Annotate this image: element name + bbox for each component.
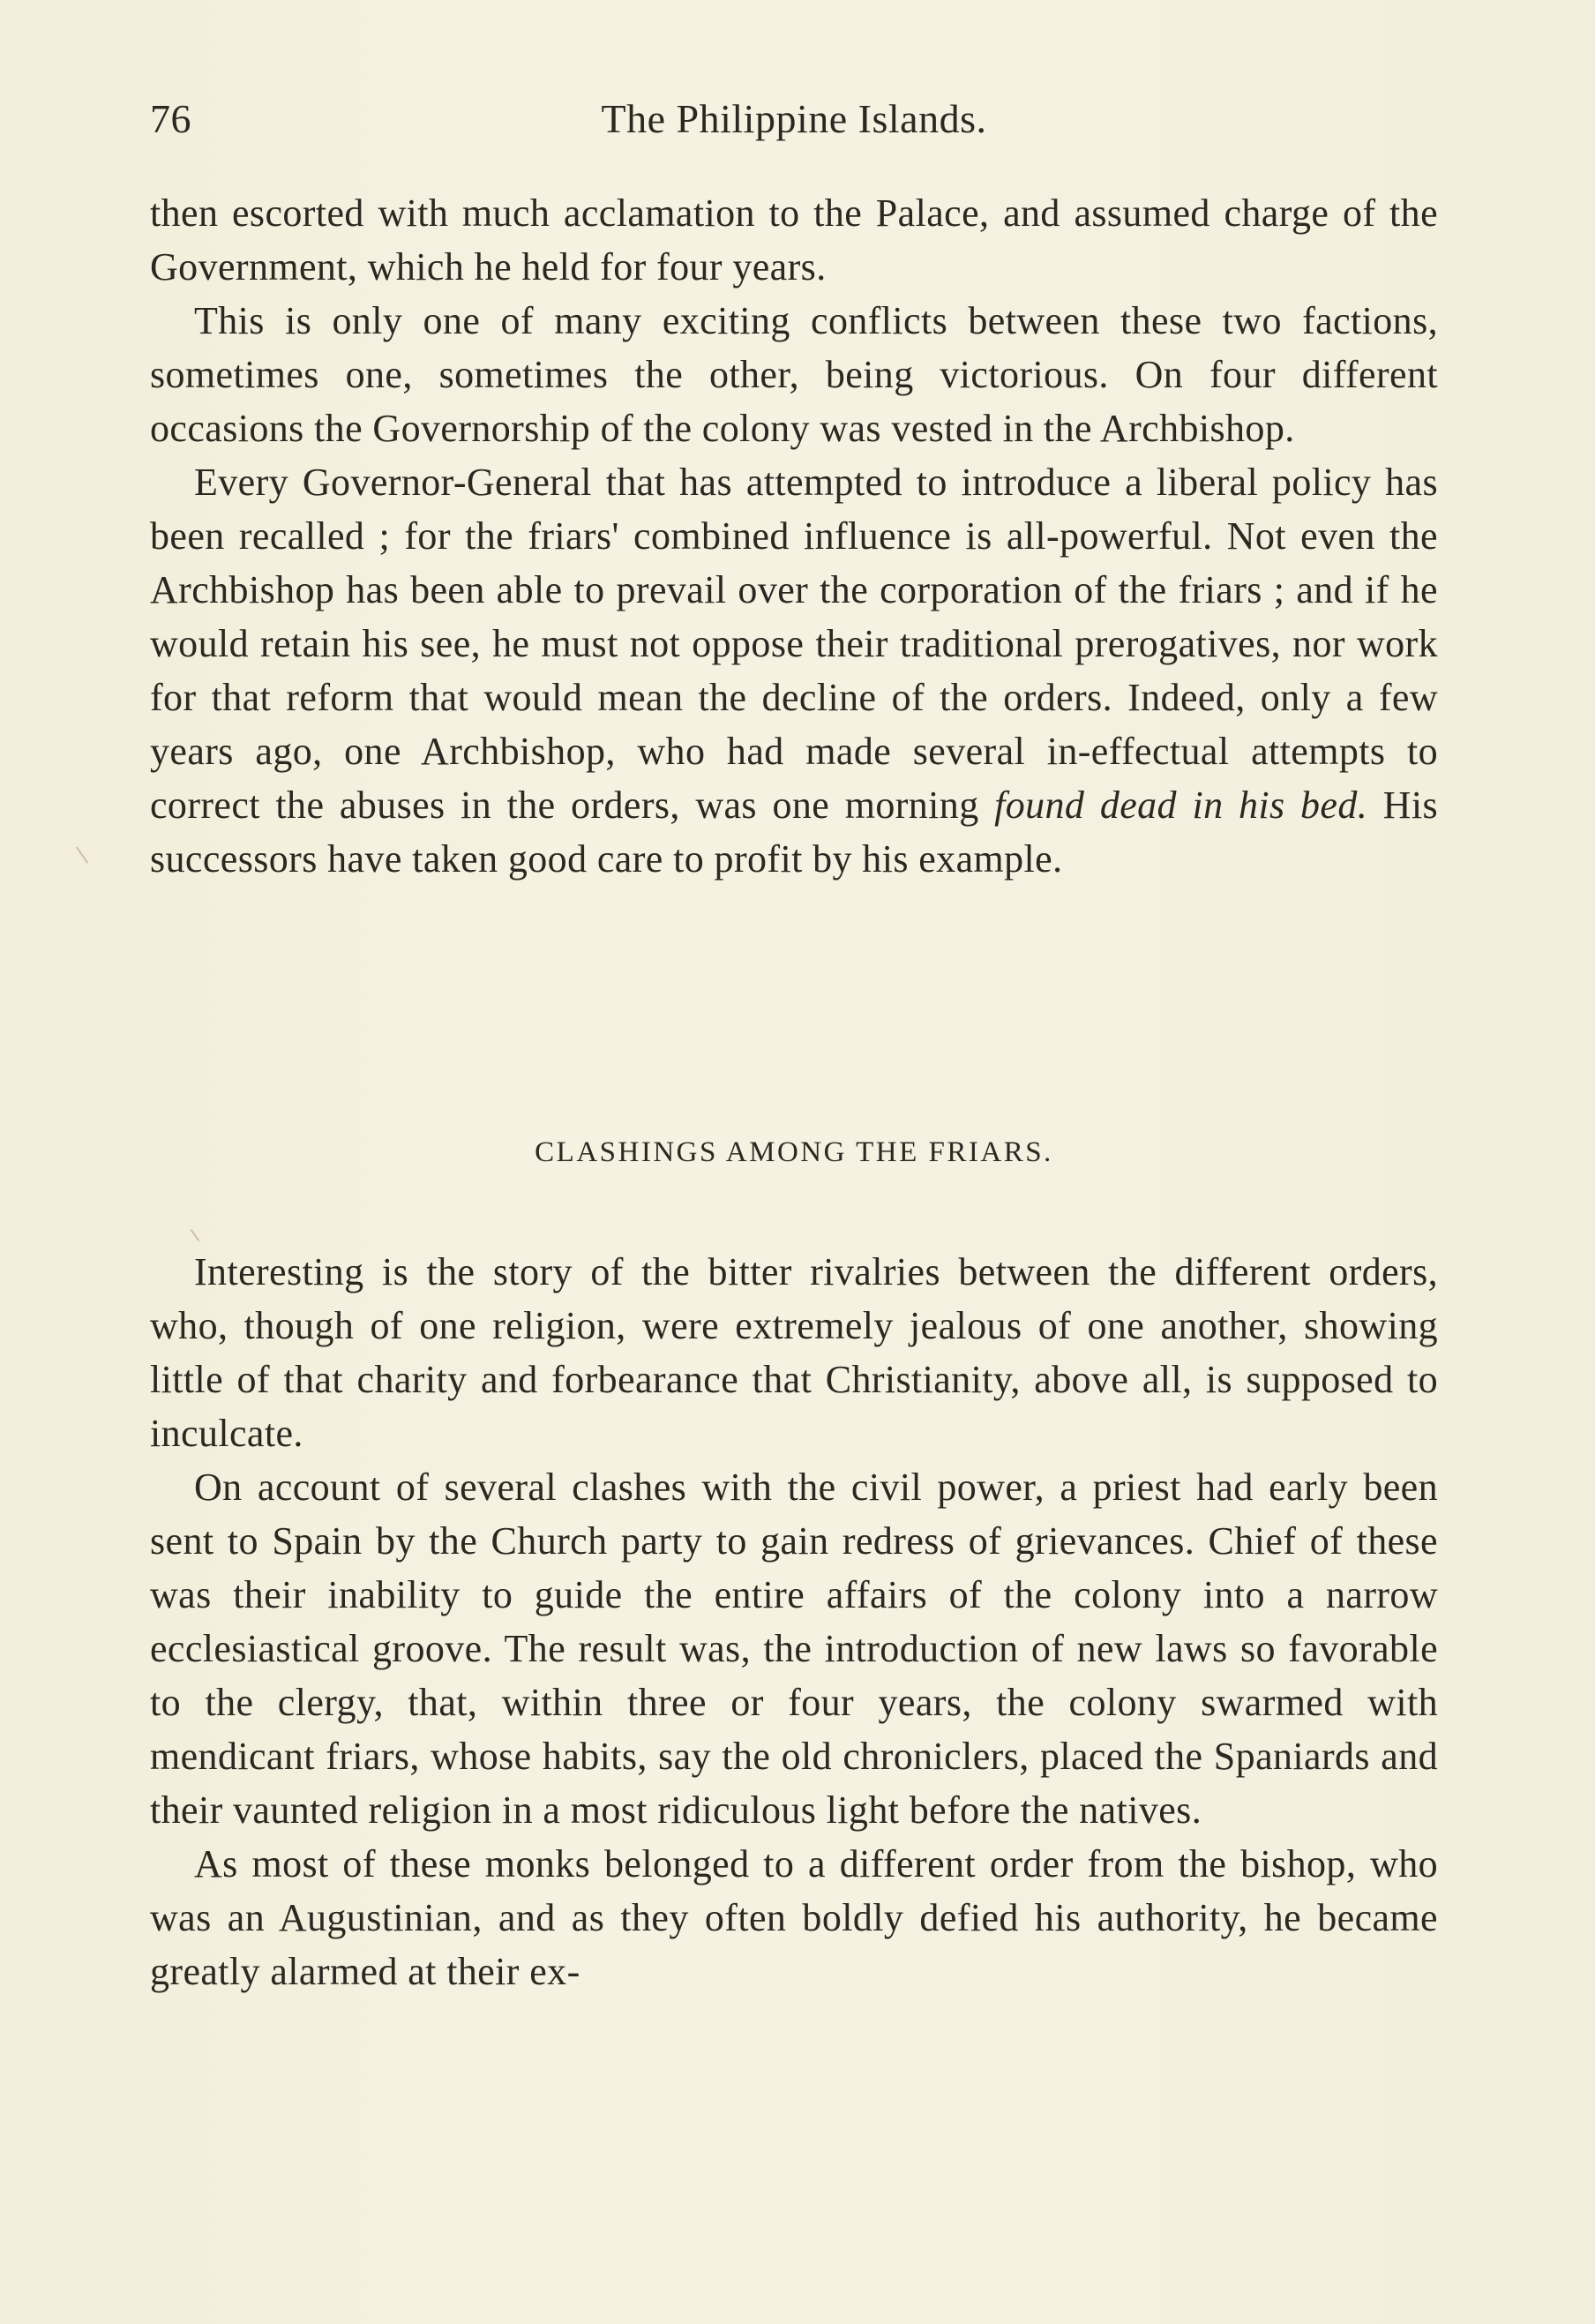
paragraph-factions: This is only one of many exciting conflicts between these two factions, sometimes one, sometimes the other, being victorious. On four different occasions the Governorship of the colony was vested in the Archbishop. xyxy=(150,299,1438,450)
paragraph-civil-power: On account of several clashes with the civil power, a priest had early been sent to Spain by the Church party to gain redress of grievances. Chief of these was their inability to guide the entire affairs of the colony into a narrow ecclesiastical groove. The result was, the introduction of new laws so favorable to the clergy, that, within three or four years, the colony swarmed with mendicant friars, whose habits, say the old chroniclers, placed the Spaniards and their vaunted religion in a most ridiculous light before the natives. xyxy=(150,1466,1438,1832)
paragraph-governor-general xyxy=(150,455,1438,886)
text-block-upper xyxy=(150,186,1438,886)
paragraph-rivalries: Interesting is the story of the bitter rivalries between the different orders, who, though of one religion, were extremely jealous of one another, showing little of that charity and forbearance that Christianity, above all, is supposed to inculcate. xyxy=(150,1250,1438,1455)
page-number: 76 xyxy=(150,96,191,141)
italic-phrase: found dead in his bed. xyxy=(994,783,1368,827)
paper-mark xyxy=(76,846,88,863)
running-title: The Philippine Islands. xyxy=(601,96,987,141)
page-header xyxy=(150,95,1438,157)
section-heading: CLASHINGS AMONG THE FRIARS. xyxy=(535,1136,1053,1168)
text-block-lower xyxy=(150,1245,1438,1998)
paper-mark xyxy=(191,1229,200,1241)
paragraph-text: His successors have taken good care to profit by his example. xyxy=(150,783,1438,881)
paragraph-continued: then escorted with much acclamation to the Palace, and assumed charge of the Government, which he held for four years. xyxy=(150,191,1438,289)
paragraph-text: Every Governor-General that has attempted to introduce a liberal policy has been recalled ; for the friars' combined influence is all-powerful. Not even the Archbishop has been able to prevail over the corporation of the friars ; and if he would retain his see, he must not oppose their traditional prerogatives, nor work for that reform that would mean the decline of the orders. Indeed, only a few years ago, one Archbishop, who had made several in-effectual attempts to correct the abuses in the orders, was one morning xyxy=(150,461,1438,827)
paragraph-monks: As most of these monks belonged to a different order from the bishop, who was an Augustinian, and as they often boldly defied his authority, he became greatly alarmed at their ex- xyxy=(150,1842,1438,1993)
